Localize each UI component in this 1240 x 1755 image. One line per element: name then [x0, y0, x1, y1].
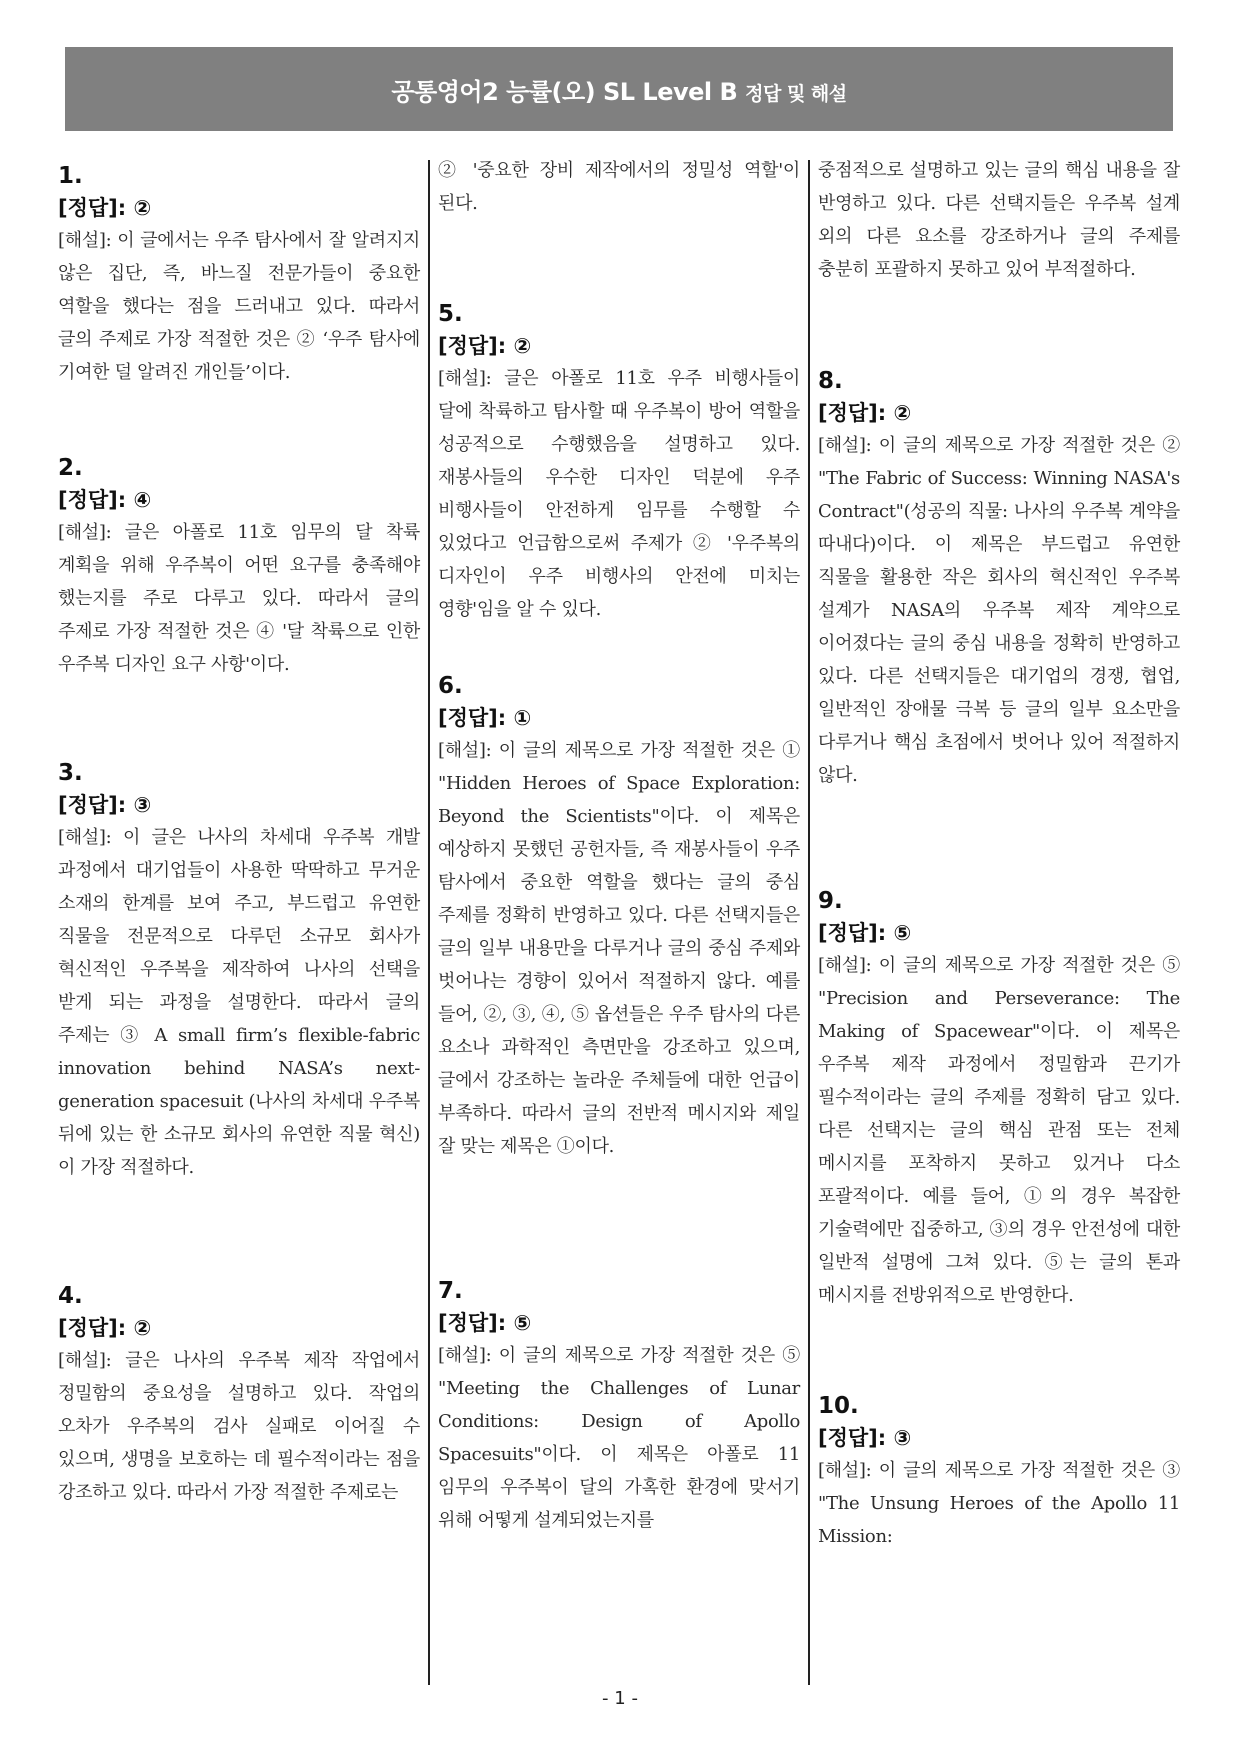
column-2 [438, 160, 800, 1685]
answer-label: [정답]: ② [58, 1316, 152, 1340]
question-block-2 [58, 452, 420, 681]
answer-label: [정답]: ⑤ [438, 1311, 532, 1335]
question-number: 2. [58, 455, 83, 481]
header-banner [65, 47, 1173, 131]
title-suffix: 정답 및 해설 [745, 82, 847, 105]
explanation-text: [해설]: 글은 아폴로 11호 임무의 달 착륙 계획을 위해 우주복이 어떤 요구를 충족해야 했는지를 주로 다루고 있다. 따라서 글의 주제로 가장 적절한 것은 ④ '달 착륙으로 인한 우주복 디자인 요구 사항'이다. [58, 522, 420, 675]
title-main: 공통영어2 능률(오) SL Level B [391, 77, 738, 106]
continuation-text: 중점적으로 설명하고 있는 글의 핵심 내용을 잘 반영하고 있다. 다른 선택지들은 우주복 설계 외의 다른 요소를 강조하거나 글의 주제를 충분히 포괄하지 못하고 있어 부적절하다. [818, 160, 1180, 280]
answer-label: [정답]: ④ [58, 488, 152, 512]
question-block-1 [58, 160, 420, 389]
continuation-block [438, 154, 800, 220]
question-block-6 [438, 670, 800, 1163]
explanation-text: [해설]: 이 글의 제목으로 가장 적절한 것은 ③ "The Unsung Heroes of the Apollo 11 Mission: [818, 1460, 1180, 1547]
question-block-4 [58, 1280, 420, 1509]
answer-label: [정답]: ② [58, 196, 152, 220]
explanation-text: [해설]: 이 글에서는 우주 탐사에서 잘 알려지지 않은 집단, 즉, 바느질 전문가들이 중요한 역할을 했다는 점을 드러내고 있다. 따라서 글의 주제로 가장 적절한 것은 ② ‘우주 탐사에 기여한 덜 알려진 개인들’이다. [58, 230, 420, 383]
explanation-text: [해설]: 이 글은 나사의 차세대 우주복 개발 과정에서 대기업들이 사용한 딱딱하고 무거운 소재의 한계를 보여 주고, 부드럽고 유연한 직물을 전문적으로 다루던 소규모 회사가 혁신적인 우주복을 제작하여 나사의 선택을 받게 되는 과정을 설명한다. 따라서 글의 주제는 ③ A small firm’s flexible-fabric innovation behind NASA’s next-generation spacesuit (나사의 차세대 우주복 뒤에 있는 한 소규모 회사의 유연한 직물 혁신)이 가장 적절하다. [58, 827, 420, 1178]
page-number: - 1 - [602, 1688, 638, 1709]
question-block-8 [818, 365, 1180, 792]
explanation-text: [해설]: 글은 나사의 우주복 제작 작업에서 정밀함의 중요성을 설명하고 있다. 작업의 오차가 우주복의 검사 실패로 이어질 수 있으며, 생명을 보호하는 데 필수적이라는 점을 강조하고 있다. 따라서 가장 적절한 주제로는 [58, 1350, 420, 1503]
explanation-text: [해설]: 글은 아폴로 11호 우주 비행사들이 달에 착륙하고 탐사할 때 우주복이 방어 역할을 성공적으로 수행했음을 설명하고 있다. 재봉사들의 우수한 디자인 덕분에 우주 비행사들이 안전하게 임무를 수행할 수 있었다고 언급함으로써 주제가 ② '우주복의 디자인이 우주 비행사의 안전에 미치는 영향'임을 알 수 있다. [438, 368, 800, 620]
continuation-block [818, 154, 1180, 286]
column-divider [808, 160, 810, 1685]
explanation-text: [해설]: 이 글의 제목으로 가장 적절한 것은 ⑤ "Precision and Perseverance: The Making of Spacewear"이다. 이 제목은 우주복 제작 과정에서 정밀함과 끈기가 필수적이라는 글의 주제를 정확히 담고 있다. 다른 선택지는 글의 핵심 관점 또는 전체 메시지를 포착하지 못하고 있거나 다소 포괄적이다. 예를 들어, ①의 경우 복잡한 기술력에만 집중하고, ③의 경우 안전성에 대한 일반적 설명에 그쳐 있다. ⑤는 글의 톤과 메시지를 전방위적으로 반영한다. [818, 955, 1180, 1306]
question-block-7 [438, 1275, 800, 1537]
answer-label: [정답]: ③ [818, 1426, 912, 1450]
question-number: 4. [58, 1283, 83, 1309]
question-number: 10. [818, 1393, 859, 1419]
column-1 [58, 160, 420, 1685]
question-number: 7. [438, 1278, 463, 1304]
answer-label: [정답]: ① [438, 706, 532, 730]
question-block-10 [818, 1390, 1180, 1553]
answer-columns [58, 160, 1178, 1685]
question-number: 9. [818, 888, 843, 914]
question-block-3 [58, 757, 420, 1184]
question-block-5 [438, 298, 800, 626]
question-number: 6. [438, 673, 463, 699]
answer-label: [정답]: ② [438, 334, 532, 358]
answer-label: [정답]: ③ [58, 793, 152, 817]
question-number: 3. [58, 760, 83, 786]
continuation-text: ② '중요한 장비 제작에서의 정밀성 역할'이 된다. [438, 160, 800, 214]
column-divider [428, 160, 430, 1685]
explanation-text: [해설]: 이 글의 제목으로 가장 적절한 것은 ② "The Fabric of Success: Winning NASA's Contract"(성공의 직물: 나사의 우주복 계약을 따내다)이다. 이 제목은 부드럽고 유연한 직물을 활용한 작은 회사의 혁신적인 우주복 설계가 NASA의 우주복 제작 계약으로 이어졌다는 글의 중심 내용을 정확히 반영하고 있다. 다른 선택지들은 대기업의 경쟁, 협업, 일반적인 장애물 극복 등 글의 일부 요소만을 다루거나 핵심 초점에서 벗어나 있어 적절하지 않다. [818, 435, 1180, 786]
answer-label: [정답]: ② [818, 401, 912, 425]
question-block-9 [818, 885, 1180, 1312]
question-number: 8. [818, 368, 843, 394]
column-3 [818, 160, 1180, 1685]
explanation-text: [해설]: 이 글의 제목으로 가장 적절한 것은 ① "Hidden Heroes of Space Exploration: Beyond the Scientists"이다. 이 제목은 예상하지 못했던 공헌자들, 즉 재봉사들이 우주 탐사에서 중요한 역할을 했다는 글의 중심 주제를 정확히 반영하고 있다. 다른 선택지들은 글의 일부 내용만을 다루거나 글의 중심 주제와 벗어나는 경향이 있어서 적절하지 않다. 예를 들어, ②, ③, ④, ⑤ 옵션들은 우주 탐사의 다른 요소나 과학적인 측면만을 강조하고 있으며, 글에서 강조하는 놀라운 주체들에 대한 언급이 부족하다. 따라서 글의 전반적 메시지와 제일 잘 맞는 제목은 ①이다. [438, 740, 800, 1157]
question-number: 5. [438, 301, 463, 327]
document-title [391, 72, 846, 107]
question-number: 1. [58, 163, 83, 189]
explanation-text: [해설]: 이 글의 제목으로 가장 적절한 것은 ⑤ "Meeting the Challenges of Lunar Conditions: Design of Apollo Spacesuits"이다. 이 제목은 아폴로 11 임무의 우주복이 달의 가혹한 환경에 맞서기 위해 어떻게 설계되었는지를 [438, 1345, 800, 1531]
answer-label: [정답]: ⑤ [818, 921, 912, 945]
